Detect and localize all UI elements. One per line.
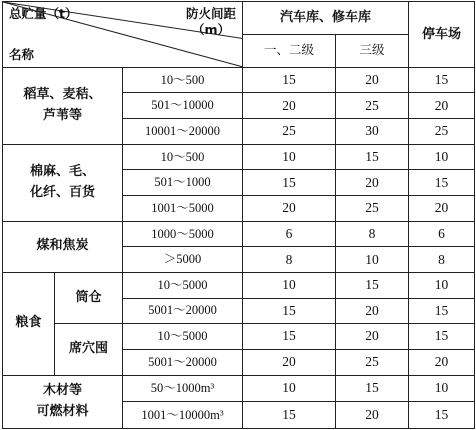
distance-grade12: 15 — [243, 402, 336, 429]
distance-parking: 15 — [409, 298, 475, 324]
distance-grade3: 15 — [336, 144, 409, 170]
distance-parking: 15 — [409, 402, 475, 429]
distance-parking: 8 — [409, 247, 475, 273]
distance-parking: 6 — [409, 221, 475, 247]
distance-parking: 25 — [409, 119, 475, 145]
distance-parking: 15 — [409, 170, 475, 196]
storage-range: 10～5000 — [123, 272, 243, 298]
distance-grade12: 15 — [243, 170, 336, 196]
header-corner-cell — [3, 2, 243, 68]
distance-grade3: 20 — [336, 298, 409, 324]
storage-range: 10～5000 — [123, 324, 243, 350]
garage-header: 汽车库、修车库 — [243, 2, 409, 35]
distance-parking: 10 — [409, 144, 475, 170]
distance-parking: 10 — [409, 272, 475, 298]
distance-grade3: 25 — [336, 195, 409, 221]
storage-range: ＞5000 — [123, 247, 243, 273]
group-cotton — [3, 144, 123, 221]
distance-grade3: 8 — [336, 221, 409, 247]
distance-grade12: 15 — [243, 298, 336, 324]
distance-grade12: 10 — [243, 375, 336, 402]
table-row — [3, 272, 475, 298]
subgroup-silo: 筒仓 — [55, 272, 123, 323]
total-storage-label: 总贮量（t） — [9, 6, 78, 21]
storage-range: 10～500 — [123, 67, 243, 93]
distance-grade3: 20 — [336, 324, 409, 350]
distance-parking: 20 — [409, 195, 475, 221]
fire-distance-unit: （m） — [191, 21, 231, 37]
group-grain: 粮食 — [3, 272, 55, 375]
distance-parking: 20 — [409, 349, 475, 375]
distance-grade12: 20 — [243, 349, 336, 375]
distance-grade12: 20 — [243, 195, 336, 221]
distance-grade3: 15 — [336, 375, 409, 402]
grade12-header: 一、二级 — [243, 34, 336, 67]
parking-header: 停车场 — [409, 2, 475, 68]
group-cotton-line2: 化纤、百货 — [29, 184, 95, 200]
group-straw-line1: 稻草、麦秸、 — [23, 86, 102, 102]
distance-grade3: 20 — [336, 170, 409, 196]
distance-grade12: 15 — [243, 67, 336, 93]
distance-parking: 10 — [409, 375, 475, 402]
distance-grade12: 10 — [243, 272, 336, 298]
distance-parking: 15 — [409, 324, 475, 350]
storage-range: 5001～20000 — [123, 298, 243, 324]
distance-grade3: 20 — [336, 67, 409, 93]
fire-distance-text: 防火间距 — [186, 6, 237, 21]
table-row — [3, 375, 475, 402]
group-wood-line1: 木材等 — [42, 382, 82, 398]
storage-range: 1001～5000 — [123, 195, 243, 221]
grade3-header: 三级 — [336, 34, 409, 67]
storage-range: 501～1000 — [123, 170, 243, 196]
distance-parking: 20 — [409, 93, 475, 119]
table-row — [3, 324, 475, 350]
group-cotton-line1: 棉麻、毛、 — [29, 163, 95, 179]
table-row — [3, 144, 475, 170]
storage-range: 5001～20000 — [123, 349, 243, 375]
distance-grade12: 15 — [243, 324, 336, 350]
storage-range: 1001～10000m³ — [123, 402, 243, 429]
distance-grade3: 15 — [336, 272, 409, 298]
subgroup-mat: 席穴囤 — [55, 324, 123, 375]
distance-grade3: 20 — [336, 402, 409, 429]
fire-distance-table — [2, 1, 475, 429]
distance-grade12: 8 — [243, 247, 336, 273]
name-label: 名称 — [9, 46, 35, 62]
storage-range: 50～1000m³ — [123, 375, 243, 402]
distance-grade3: 25 — [336, 349, 409, 375]
distance-grade3: 10 — [336, 247, 409, 273]
storage-range: 1000～5000 — [123, 221, 243, 247]
group-wood-line2: 可燃材料 — [36, 403, 89, 419]
distance-grade12: 20 — [243, 93, 336, 119]
table-row — [3, 67, 475, 93]
distance-grade3: 25 — [336, 93, 409, 119]
storage-range: 501～10000 — [123, 93, 243, 119]
storage-range: 10001～20000 — [123, 119, 243, 145]
group-straw-line2: 芦苇等 — [42, 107, 82, 123]
fire-distance-label — [186, 6, 236, 37]
distance-grade12: 10 — [243, 144, 336, 170]
distance-grade3: 30 — [336, 119, 409, 145]
group-coal: 煤和焦炭 — [3, 221, 123, 272]
distance-grade12: 6 — [243, 221, 336, 247]
distance-parking: 15 — [409, 67, 475, 93]
table-row — [3, 221, 475, 247]
storage-range: 10～500 — [123, 144, 243, 170]
group-wood — [3, 375, 123, 428]
distance-grade12: 25 — [243, 119, 336, 145]
group-straw — [3, 67, 123, 144]
